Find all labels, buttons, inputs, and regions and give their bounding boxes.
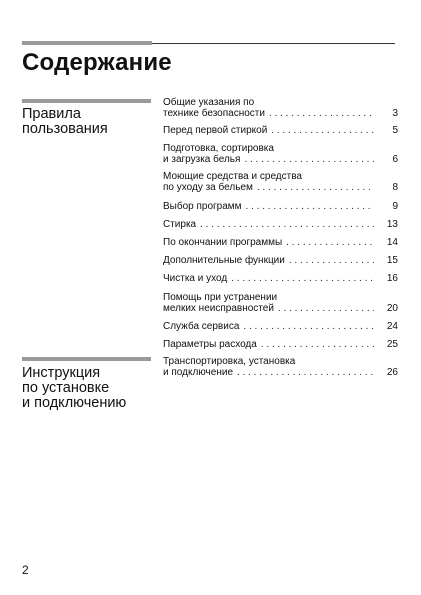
dot-leader xyxy=(200,220,374,231)
toc-entry-text: и загрузка белья xyxy=(163,153,241,165)
toc-entry-troubleshooting[interactable] xyxy=(163,293,398,315)
toc-entry-detergents[interactable] xyxy=(163,172,398,194)
dot-leader xyxy=(261,340,374,351)
toc-entry-preparation[interactable] xyxy=(163,144,398,166)
toc-entry-text: по уходу за бельем xyxy=(163,181,253,193)
dot-leader xyxy=(257,183,374,194)
title-rule-thick xyxy=(22,41,152,45)
toc-entry-extra-functions[interactable] xyxy=(163,256,398,267)
dot-leader xyxy=(237,368,374,379)
toc-page-number: 5 xyxy=(392,125,398,136)
section-heading-line: и подключению xyxy=(22,395,127,411)
section-heading-line: по установке xyxy=(22,380,110,396)
toc-entry-text: Дополнительные функции xyxy=(163,255,285,266)
toc-entry-text: По окончании программы xyxy=(163,237,283,248)
toc-page-number: 13 xyxy=(386,219,398,230)
dot-leader xyxy=(231,274,374,285)
section-rule xyxy=(22,357,151,361)
toc-entry-program-end[interactable] xyxy=(163,238,398,249)
dot-leader xyxy=(244,155,374,166)
toc-entry-text: Моющие средства и средства xyxy=(163,171,302,182)
dot-leader xyxy=(286,238,374,249)
toc-page-number: 14 xyxy=(386,237,398,248)
toc-entry-text: технике безопасности xyxy=(163,107,265,119)
toc-entry-text: Параметры расхода xyxy=(163,339,257,350)
toc-page-number: 24 xyxy=(386,321,398,332)
toc-page-number: 8 xyxy=(392,181,398,193)
toc-entry-text: Чистка и уход xyxy=(163,273,228,284)
dot-leader xyxy=(271,126,374,137)
toc-page-number: 6 xyxy=(392,153,398,165)
toc-entry-cleaning[interactable] xyxy=(163,274,398,285)
toc-entry-safety[interactable] xyxy=(163,98,398,120)
toc-entry-consumption[interactable] xyxy=(163,340,398,351)
toc-page-number: 20 xyxy=(386,302,398,314)
toc-entry-text: Помощь при устранении xyxy=(163,292,278,303)
section-heading-line: пользования xyxy=(22,121,108,137)
dot-leader xyxy=(278,304,374,315)
dot-leader xyxy=(269,109,374,120)
toc-entry-text: мелких неисправностей xyxy=(163,302,274,314)
dot-leader xyxy=(243,322,374,333)
toc-entry-programs[interactable] xyxy=(163,202,398,213)
toc-page-number: 9 xyxy=(392,201,398,212)
toc-entry-text: Выбор программ xyxy=(163,201,242,212)
toc-entry-text: Стирка xyxy=(163,219,197,230)
toc-page-number: 25 xyxy=(386,339,398,350)
toc-entry-text: Перед первой стиркой xyxy=(163,125,268,136)
toc-entry-washing[interactable] xyxy=(163,220,398,231)
toc-entry-first-wash[interactable] xyxy=(163,126,398,137)
section-heading-usage xyxy=(22,107,108,137)
toc-entry-text: Общие указания по xyxy=(163,97,255,108)
toc-entry-text: Служба сервиса xyxy=(163,321,240,332)
page-title: Содержание xyxy=(22,49,172,76)
toc-entry-text: Подготовка, сортировка xyxy=(163,143,274,154)
section-heading-line: Правила xyxy=(22,106,81,122)
toc-page-number: 3 xyxy=(392,107,398,119)
toc-entry-service[interactable] xyxy=(163,322,398,333)
toc-entry-transport[interactable] xyxy=(163,357,398,379)
section-rule xyxy=(22,99,151,103)
section-heading-line: Инструкция xyxy=(22,365,101,381)
toc-entry-text: и подключение xyxy=(163,366,233,378)
toc-entry-text: Транспортировка, установка xyxy=(163,356,296,367)
section-heading-installation xyxy=(22,366,126,411)
toc-page-number: 26 xyxy=(386,366,398,378)
title-rule-thin xyxy=(152,43,395,44)
dot-leader xyxy=(289,256,374,267)
page-number: 2 xyxy=(22,563,29,577)
toc-page-number: 15 xyxy=(386,255,398,266)
toc-page-number: 16 xyxy=(386,273,398,284)
dot-leader xyxy=(246,202,374,213)
